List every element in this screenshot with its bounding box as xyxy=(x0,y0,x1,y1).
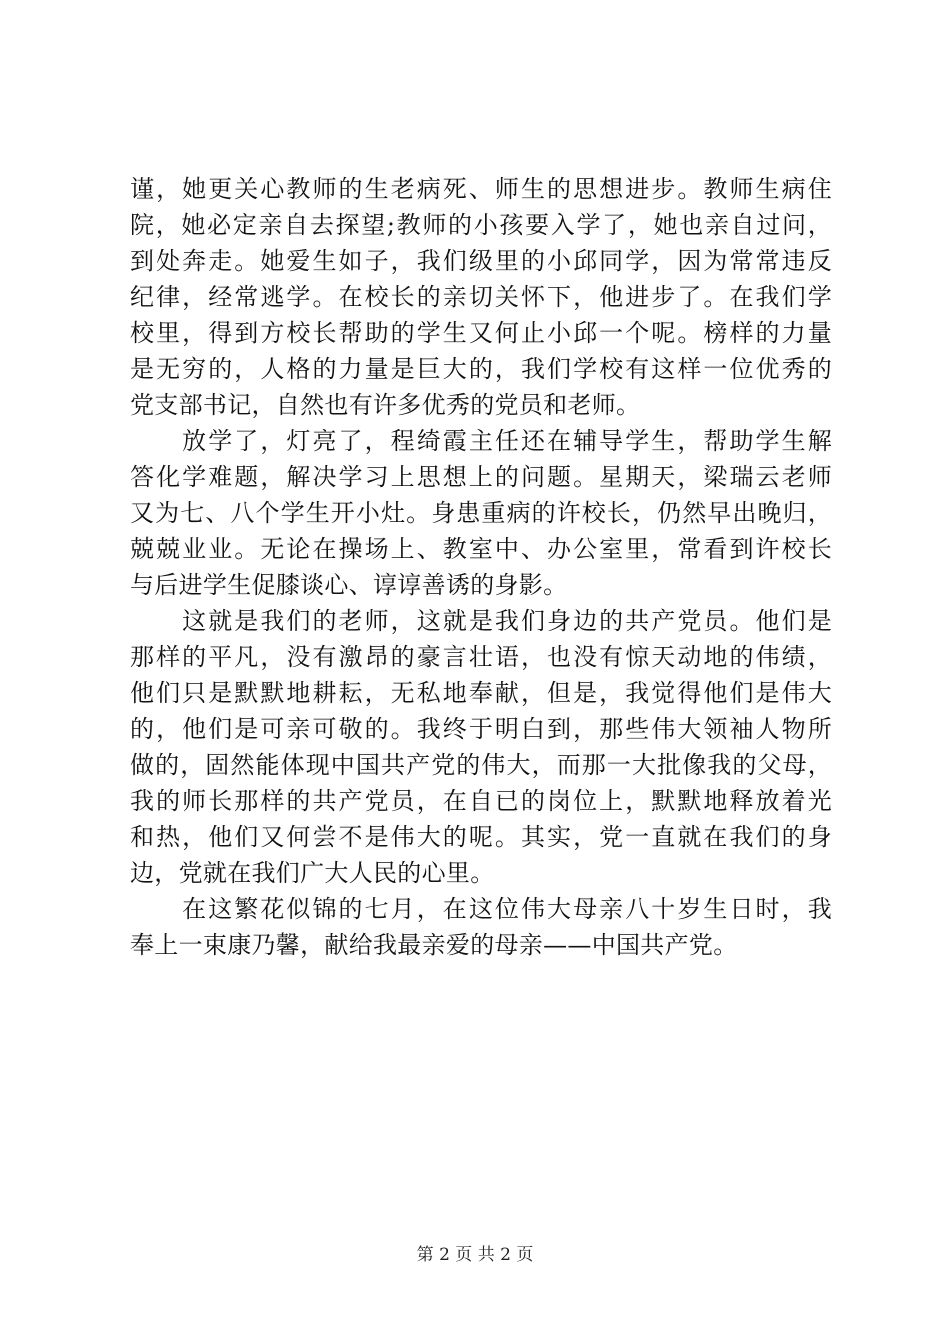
text-line: 那样的平凡，没有激昂的豪言壮语，也没有惊天动地的伟绩， xyxy=(130,643,832,671)
text-line: 的，他们是可亲可敬的。我终于明白到，那些伟大领袖人物所 xyxy=(130,715,832,743)
text-line: 兢兢业业。无论在操场上、教室中、办公室里，常看到许校长 xyxy=(130,535,832,563)
text-line: 院，她必定亲自去探望;教师的小孩要入学了，她也亲自过问， xyxy=(130,211,832,239)
text-line: 边，党就在我们广大人民的心里。 xyxy=(130,859,495,887)
text-line: 又为七、八个学生开小灶。身患重病的许校长，仍然早出晚归， xyxy=(130,499,832,527)
text-line: 校里，得到方校长帮助的学生又何止小邱一个呢。榜样的力量 xyxy=(130,319,832,347)
text-line: 纪律，经常逃学。在校长的亲切关怀下，他进步了。在我们学 xyxy=(130,283,832,311)
text-line: 他们只是默默地耕耘，无私地奉献，但是，我觉得他们是伟大 xyxy=(130,679,832,707)
page-footer: 第 2 页 共 2 页 xyxy=(416,1245,534,1265)
text-line: 党支部书记，自然也有许多优秀的党员和老师。 xyxy=(130,391,641,419)
text-line: 到处奔走。她爱生如子，我们级里的小邱同学，因为常常违反 xyxy=(130,247,832,275)
text-line: 奉上一束康乃馨，献给我最亲爱的母亲——中国共产党。 xyxy=(130,931,738,959)
text-line: 放学了，灯亮了，程绮霞主任还在辅导学生，帮助学生解 xyxy=(130,427,832,455)
text-line: 做的，固然能体现中国共产党的伟大，而那一大批像我的父母， xyxy=(130,751,832,779)
text-line: 答化学难题，解决学习上思想上的问题。星期天，梁瑞云老师 xyxy=(130,463,832,491)
body-text xyxy=(130,171,832,963)
text-line: 是无穷的，人格的力量是巨大的，我们学校有这样一位优秀的 xyxy=(130,355,832,383)
text-line: 和热，他们又何尝不是伟大的呢。其实，党一直就在我们的身 xyxy=(130,823,832,851)
text-line: 在这繁花似锦的七月，在这位伟大母亲八十岁生日时，我 xyxy=(130,895,832,923)
text-line: 谨，她更关心教师的生老病死、师生的思想进步。教师生病住 xyxy=(130,175,832,203)
text-line: 我的师长那样的共产党员，在自已的岗位上，默默地释放着光 xyxy=(130,787,832,815)
text-line: 与后进学生促膝谈心、谆谆善诱的身影。 xyxy=(130,571,568,599)
text-line: 这就是我们的老师，这就是我们身边的共产党员。他们是 xyxy=(130,607,832,635)
